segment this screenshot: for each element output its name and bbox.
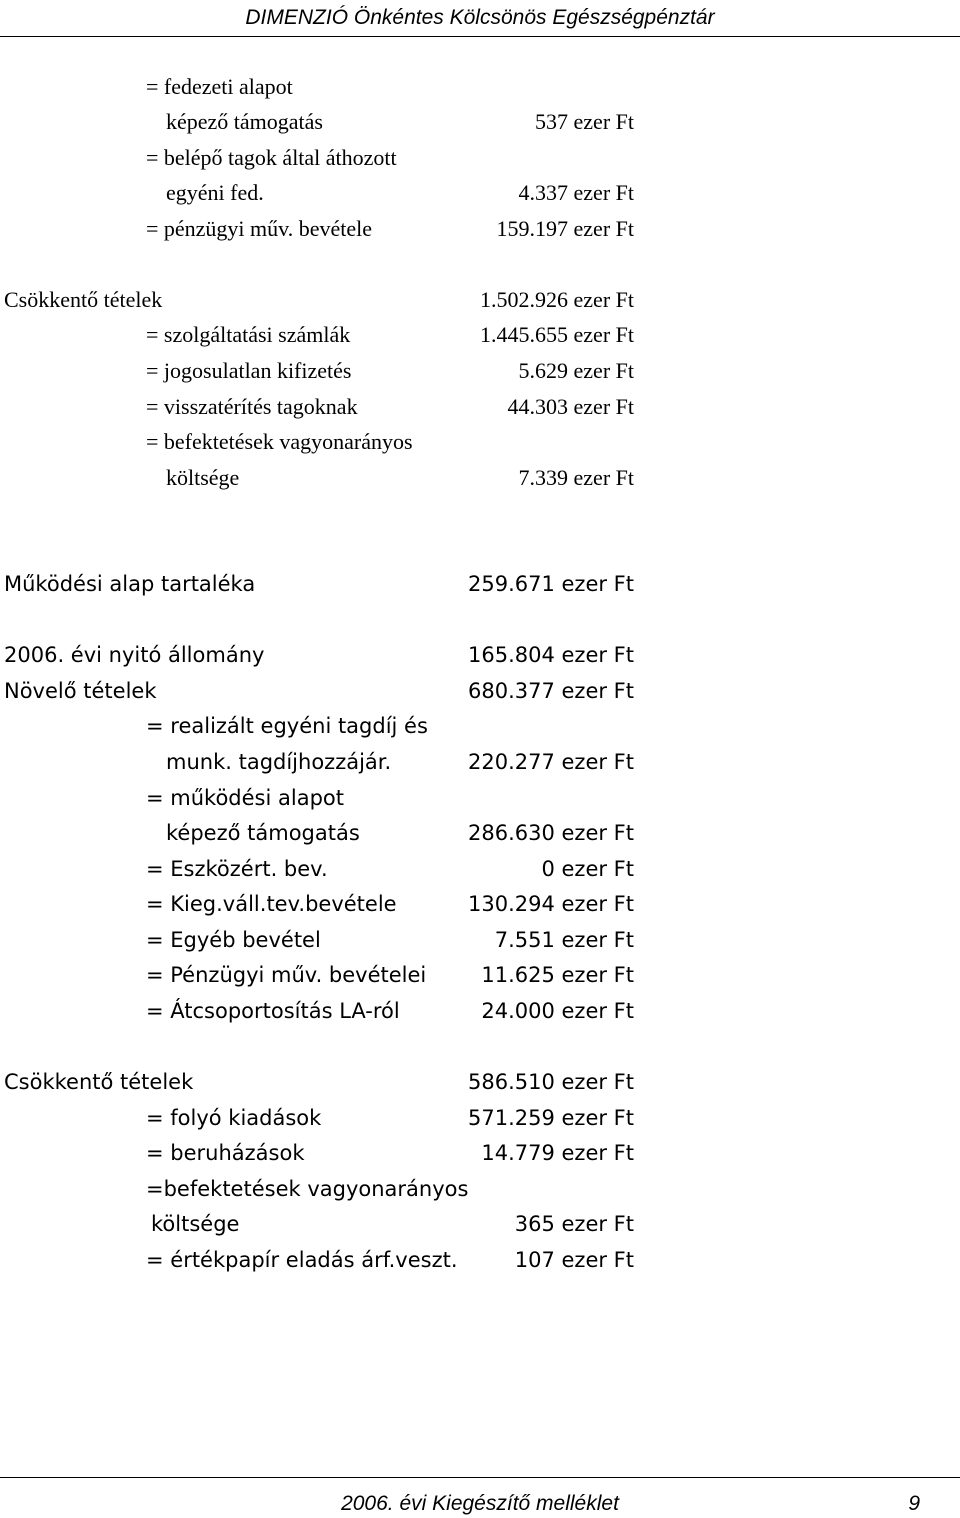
row-label: = működési alapot xyxy=(146,786,344,810)
row-label: = pénzügyi műv. bevétele xyxy=(146,216,373,241)
list-item xyxy=(0,566,960,602)
row-label: költsége xyxy=(151,1212,240,1236)
row-label: egyéni fed. xyxy=(166,180,264,205)
row-label: költsége xyxy=(166,465,240,490)
row-label: = Átcsoportosítás LA-ról xyxy=(146,999,400,1023)
list-item xyxy=(0,460,960,496)
list-item xyxy=(0,317,960,353)
row-label: = fedezeti alapot xyxy=(146,74,293,99)
row-value: 365 ezer Ft xyxy=(514,1212,634,1236)
list-item xyxy=(0,424,960,460)
list-item xyxy=(0,744,960,780)
list-item xyxy=(0,211,960,247)
row-value: 7.551 ezer Ft xyxy=(494,928,634,952)
list-item xyxy=(0,104,960,140)
footer-divider xyxy=(0,1477,960,1478)
row-label: = visszatérítés tagoknak xyxy=(146,394,358,419)
list-item xyxy=(0,69,960,105)
row-label: Csökkentő tételek xyxy=(4,287,163,312)
row-label: = realizált egyéni tagdíj és xyxy=(146,714,428,738)
list-item xyxy=(0,389,960,425)
row-value: 14.779 ezer Ft xyxy=(481,1141,634,1165)
list-item xyxy=(0,673,960,709)
list-item xyxy=(0,708,960,744)
page-number: 9 xyxy=(908,1492,920,1515)
footer-title: 2006. évi Kiegészítő melléklet xyxy=(341,1492,619,1515)
row-value: 286.630 ezer Ft xyxy=(467,821,634,845)
row-value: 1.502.926 ezer Ft xyxy=(480,287,634,312)
list-item xyxy=(0,637,960,673)
list-item xyxy=(0,815,960,851)
page-header: DIMENZIÓ Önkéntes Kölcsönös Egészségpénztár xyxy=(0,4,960,37)
row-value: 107 ezer Ft xyxy=(514,1248,634,1272)
row-label: = jogosulatlan kifizetés xyxy=(146,358,352,383)
list-item xyxy=(0,1135,960,1171)
row-value: 4.337 ezer Ft xyxy=(518,180,634,205)
row-label: =befektetések vagyonarányos xyxy=(146,1177,469,1201)
row-label: = szolgáltatási számlák xyxy=(146,322,351,347)
list-item xyxy=(0,922,960,958)
row-label: = Pénzügyi műv. bevételei xyxy=(146,963,427,987)
list-item xyxy=(0,780,960,816)
row-label: képező támogatás xyxy=(166,109,323,134)
row-label: = értékpapír eladás árf.veszt. xyxy=(146,1248,458,1272)
row-value: 11.625 ezer Ft xyxy=(481,963,634,987)
row-label: = folyó kiadások xyxy=(146,1106,322,1130)
row-value: 586.510 ezer Ft xyxy=(467,1070,634,1094)
row-label: = Eszközért. bev. xyxy=(146,857,328,881)
row-value: 44.303 ezer Ft xyxy=(507,394,634,419)
list-item xyxy=(0,851,960,887)
row-label: Növelő tételek xyxy=(4,679,157,703)
list-item xyxy=(0,282,960,318)
list-item xyxy=(0,886,960,922)
list-item xyxy=(0,1064,960,1100)
list-item xyxy=(0,1206,960,1242)
row-value: 5.629 ezer Ft xyxy=(518,358,634,383)
list-item xyxy=(0,957,960,993)
row-label: = belépő tagok által áthozott xyxy=(146,145,397,170)
row-value: 159.197 ezer Ft xyxy=(496,216,634,241)
row-value: 0 ezer Ft xyxy=(541,857,634,881)
row-label: 2006. évi nyitó állomány xyxy=(4,643,265,667)
row-label: Működési alap tartaléka xyxy=(4,572,256,596)
row-label: = beruházások xyxy=(146,1141,305,1165)
list-item xyxy=(0,1171,960,1207)
row-label: = Kieg.váll.tev.bevétele xyxy=(146,892,397,916)
row-label: képező támogatás xyxy=(166,821,360,845)
list-item xyxy=(0,353,960,389)
row-label: = befektetések vagyonarányos xyxy=(146,429,413,454)
row-value: 24.000 ezer Ft xyxy=(481,999,634,1023)
list-item xyxy=(0,175,960,211)
row-value: 259.671 ezer Ft xyxy=(467,572,634,596)
row-value: 680.377 ezer Ft xyxy=(467,679,634,703)
row-value: 571.259 ezer Ft xyxy=(467,1106,634,1130)
row-value: 1.445.655 ezer Ft xyxy=(480,322,634,347)
row-value: 537 ezer Ft xyxy=(535,109,634,134)
row-label: = Egyéb bevétel xyxy=(146,928,321,952)
row-value: 220.277 ezer Ft xyxy=(467,750,634,774)
row-value: 130.294 ezer Ft xyxy=(467,892,634,916)
list-item xyxy=(0,1100,960,1136)
row-value: 7.339 ezer Ft xyxy=(518,465,634,490)
list-item xyxy=(0,140,960,176)
list-item xyxy=(0,1242,960,1278)
list-item xyxy=(0,993,960,1029)
row-label: munk. tagdíjhozzájár. xyxy=(166,750,392,774)
row-label: Csökkentő tételek xyxy=(4,1070,194,1094)
row-value: 165.804 ezer Ft xyxy=(467,643,634,667)
